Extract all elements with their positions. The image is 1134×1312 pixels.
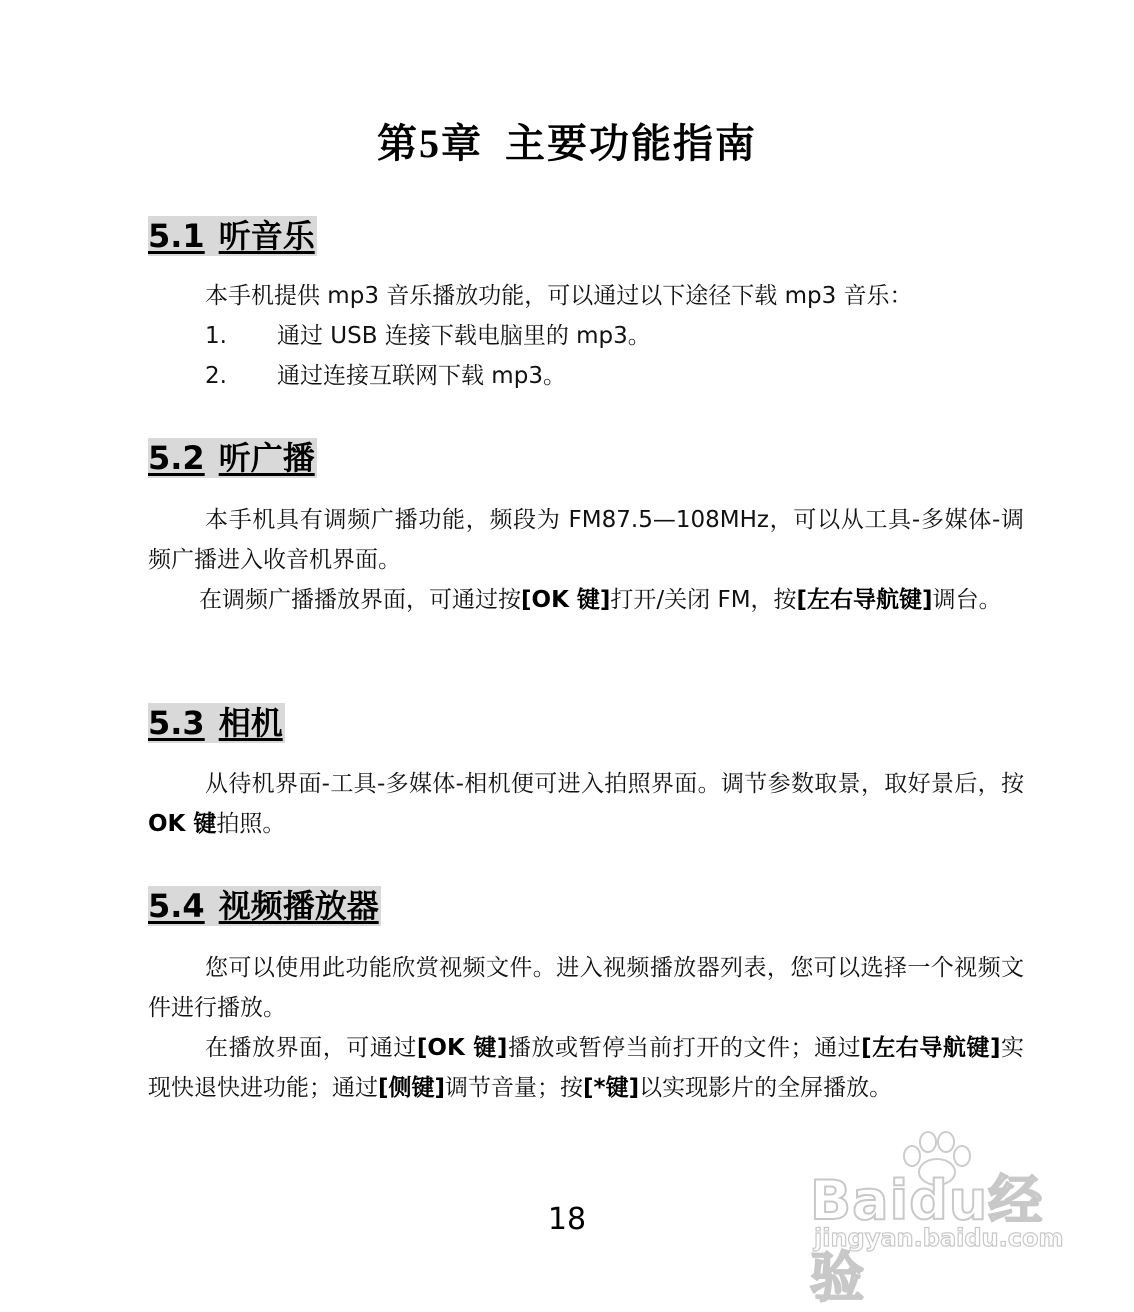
section-5-4-paragraph-2	[148, 1028, 1024, 1108]
text-run: 在调频广播播放界面，可通过按	[199, 587, 521, 613]
bold-key-label: [左右导航键]	[796, 587, 933, 613]
text-run: 以实现影片的全屏播放。	[639, 1075, 893, 1101]
bold-key-label: OK 键	[148, 811, 217, 837]
text-run: 在播放界面，可通过	[205, 1035, 417, 1061]
section-5-4-paragraph-1: 您可以使用此功能欣赏视频文件。进入视频播放器列表，您可以选择一个视频文件进行播放。	[148, 955, 1024, 1021]
list-item	[205, 356, 566, 396]
section-heading-5-3	[148, 703, 285, 743]
section-title: 相机	[218, 704, 283, 742]
text-run: 实现快退快进功能；通过	[148, 1035, 1025, 1101]
list-item	[205, 316, 651, 356]
list-marker: 1.	[205, 323, 227, 349]
section-5-1-intro: 本手机提供 mp3 音乐播放功能，可以通过以下途径下载 mp3 音乐：	[205, 283, 913, 309]
list-text: 通过 USB 连接下载电脑里的 mp3。	[277, 323, 651, 349]
baidu-watermark	[800, 1128, 1070, 1309]
section-number: 5.3	[148, 704, 205, 742]
section-5-2-paragraph-1: 本手机具有调频广播功能，频段为 FM87.5—108MHz，可以从工具-多媒体-调频广播进入收音机界面。	[148, 507, 1024, 573]
text-run: 播放或暂停当前打开的文件；通过	[507, 1035, 862, 1061]
section-title: 听音乐	[218, 217, 315, 255]
page-number: 18	[547, 1202, 587, 1237]
bold-key-label: [*键]	[583, 1075, 640, 1101]
section-number: 5.4	[148, 887, 205, 925]
text-run: 拍照。	[216, 811, 286, 837]
text-run: 调节音量；按	[445, 1075, 584, 1101]
bold-key-label: [OK 键]	[521, 587, 611, 613]
section-5-2-paragraph-2	[148, 580, 1024, 620]
list-text: 通过连接互联网下载 mp3。	[277, 363, 566, 389]
section-title: 听广播	[218, 439, 315, 477]
list-marker: 2.	[205, 363, 227, 389]
chapter-number: 第5章	[377, 121, 483, 166]
text-run: 从待机界面-工具-多媒体-相机便可进入拍照界面。调节参数取景，取好景后，按	[205, 771, 1024, 797]
text-run: 调台。	[932, 587, 1002, 613]
section-5-3-paragraph-1	[148, 764, 1024, 844]
text-run: 打开/关闭 FM，按	[610, 587, 797, 613]
section-heading-5-4	[148, 886, 381, 926]
section-title: 视频播放器	[218, 887, 379, 925]
chapter-name: 主要功能指南	[505, 121, 757, 167]
watermark-logo: Baidu经验	[810, 1169, 1044, 1309]
section-number: 5.2	[148, 439, 205, 477]
watermark-url: jingyan.baidu.com	[814, 1224, 1064, 1252]
section-heading-5-1	[148, 216, 317, 256]
section-number: 5.1	[148, 217, 205, 255]
bold-key-label: [侧键]	[378, 1075, 446, 1101]
chapter-title	[0, 112, 1134, 169]
section-heading-5-2	[148, 438, 317, 478]
bold-key-label: [左右导航键]	[861, 1035, 1001, 1061]
bold-key-label: [OK 键]	[416, 1035, 508, 1061]
